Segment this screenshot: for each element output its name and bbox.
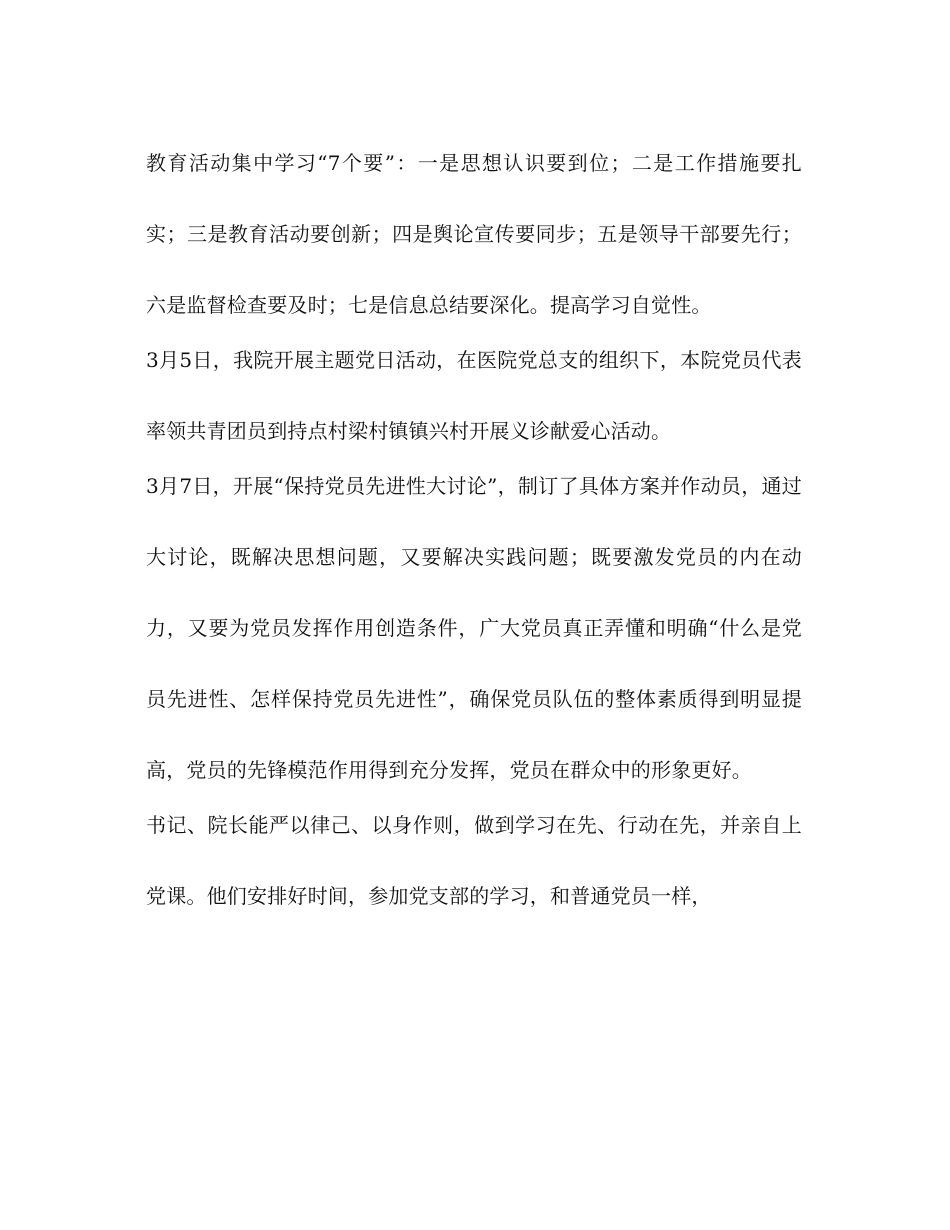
- document-body: [146, 128, 802, 932]
- paragraph-leaders-example: 书记、院长能严以律己、以身作则，做到学习在先、行动在先，并亲自上党课。他们安排好时间，参加党支部的学习，和普通党员一样，: [146, 813, 802, 908]
- paragraph-advanced-nature-discussion: 3月7日，开展“保持党员先进性大讨论”，制订了具体方案并作动员，通过大讨论，既解决思想问题，又要解决实践问题；既要激发党员的内在动力，又要为党员发挥作用创造条件，广大党员真正弄懂和明确“什么是党员先进性、怎样保持党员先进性”，确保党员队伍的整体素质得到明显提高，党员的先锋模范作用得到充分发挥，党员在群众中的形象更好。: [146, 474, 802, 782]
- paragraph-party-day-activity: 3月5日，我院开展主题党日活动，在医院党总支的组织下，本院党员代表率领共青团员到持点村梁村镇镇兴村开展义诊献爱心活动。: [146, 348, 802, 443]
- paragraph-study-requirements: 教育活动集中学习“7个要”：一是思想认识要到位；二是工作措施要扎实；三是教育活动要创新；四是舆论宣传要同步；五是领导干部要先行；六是监督检查要及时；七是信息总结要深化。提高学习自觉性。: [146, 151, 802, 317]
